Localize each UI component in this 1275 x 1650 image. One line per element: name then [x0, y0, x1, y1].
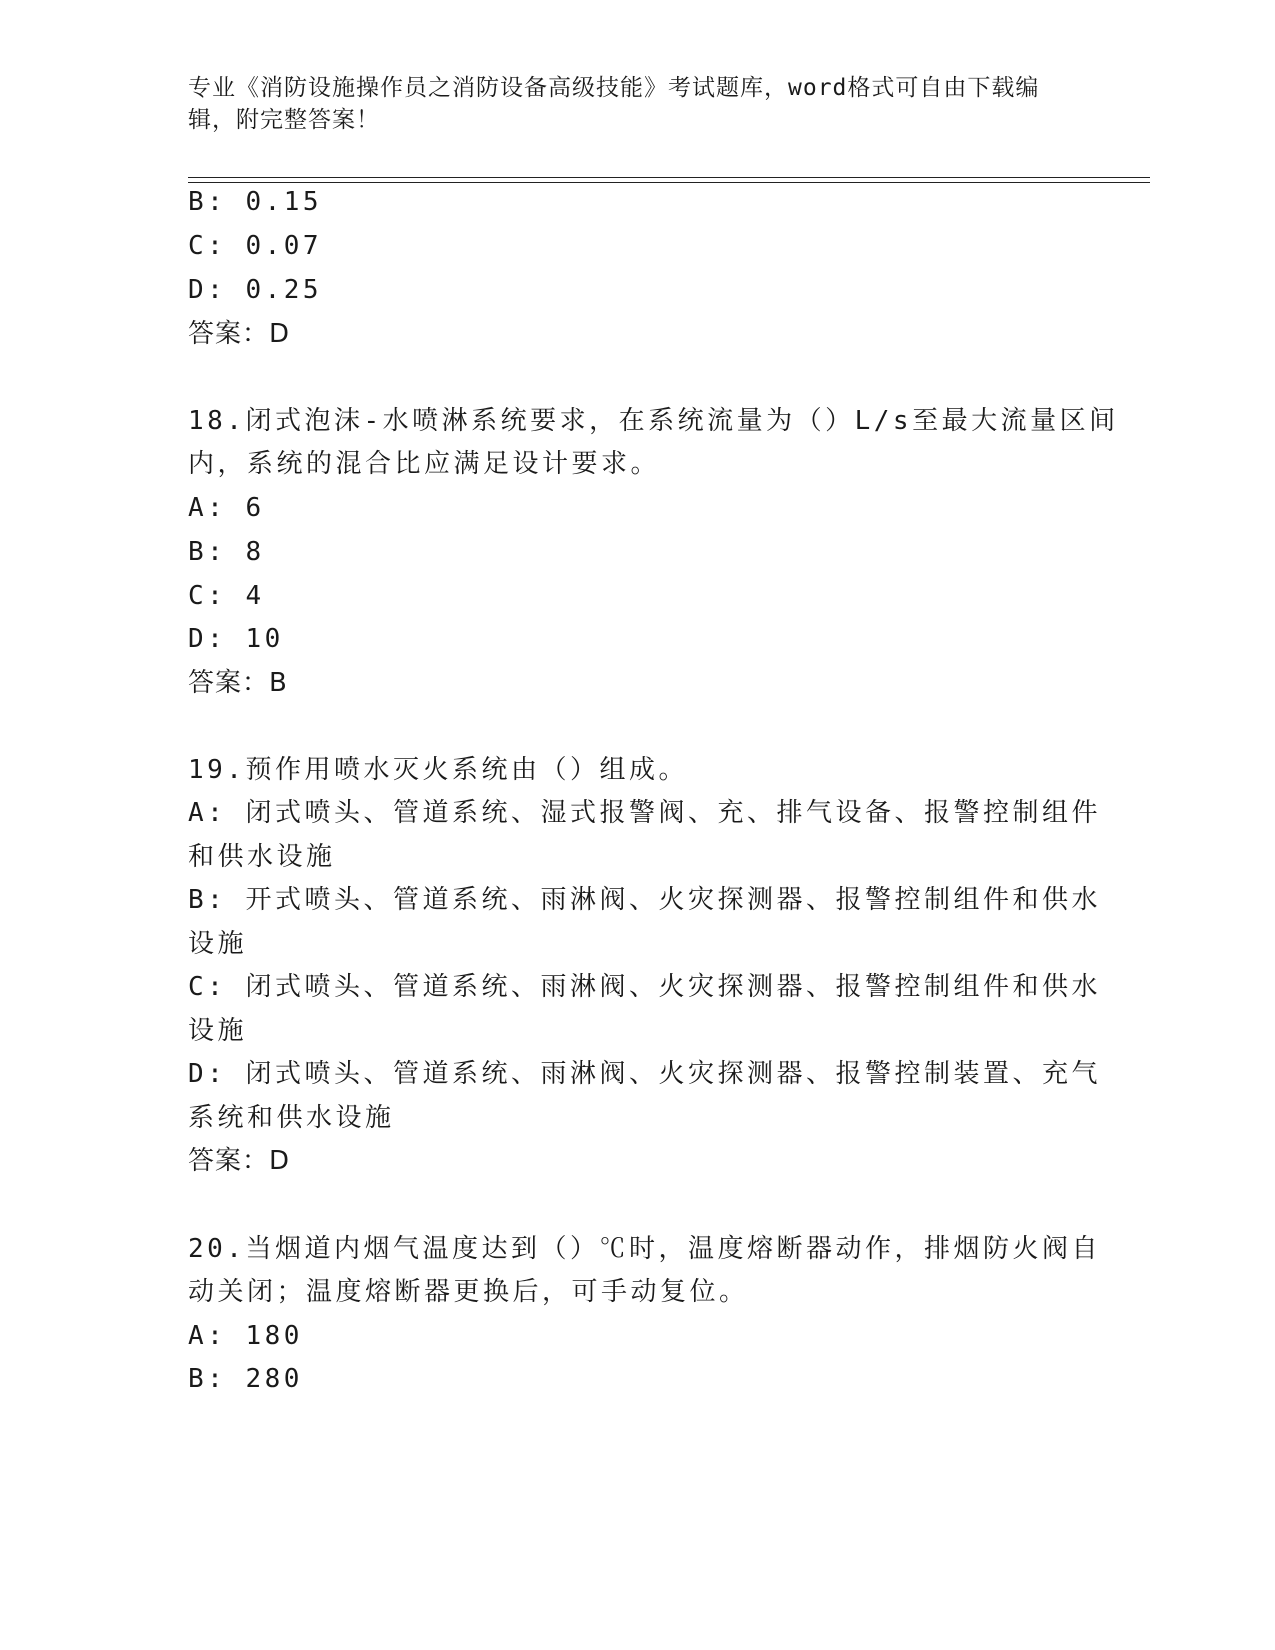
q18-option-a: A: 6	[188, 493, 265, 523]
q19-stem: 19.预作用喷水灭火系统由（）组成。	[188, 755, 688, 785]
prev-option-d: D: 0.25	[188, 275, 323, 305]
q18-option-b: B: 8	[188, 537, 265, 567]
q18-stem-line-2: 内，系统的混合比应满足设计要求。	[188, 449, 661, 479]
q19-option-b-line-2: 设施	[188, 929, 248, 959]
q19-option-c-line-1: C: 闭式喷头、管道系统、雨淋阀、火灾探测器、报警控制组件和供水	[188, 972, 1101, 1002]
page-header	[188, 72, 1088, 136]
q19-option-d-line-2: 系统和供水设施	[188, 1103, 395, 1133]
q18-option-c: C: 4	[188, 581, 265, 611]
q18-option-d: D: 10	[188, 624, 284, 654]
header-line-1: 专业《消防设施操作员之消防设备高级技能》考试题库，word格式可自由下载编	[188, 75, 1040, 101]
q20-option-a: A: 180	[188, 1321, 303, 1351]
q19-option-b-line-1: B: 开式喷头、管道系统、雨淋阀、火灾探测器、报警控制组件和供水	[188, 885, 1101, 915]
q19-option-a-line-2: 和供水设施	[188, 842, 336, 872]
prev-answer: 答案：D	[188, 319, 291, 349]
q18-stem-line-1: 18.闭式泡沫-水喷淋系统要求，在系统流量为（）L/s至最大流量区间	[188, 406, 1119, 436]
prev-option-b: B: 0.15	[188, 187, 323, 217]
q19-option-a-line-1: A: 闭式喷头、管道系统、湿式报警阀、充、排气设备、报警控制组件	[188, 798, 1101, 828]
q19-option-c-line-2: 设施	[188, 1016, 248, 1046]
q20-option-b: B: 280	[188, 1364, 303, 1394]
q18-answer: 答案：B	[188, 668, 288, 698]
q20-stem-line-2: 动关闭；温度熔断器更换后，可手动复位。	[188, 1277, 749, 1307]
q20-stem-line-1: 20.当烟道内烟气温度达到（）℃时，温度熔断器动作，排烟防火阀自	[188, 1234, 1101, 1264]
q19-answer: 答案：D	[188, 1146, 291, 1176]
header-line-2: 辑，附完整答案！	[188, 107, 380, 133]
header-divider-bottom	[188, 182, 1150, 183]
prev-option-c: C: 0.07	[188, 231, 323, 261]
q19-option-d-line-1: D: 闭式喷头、管道系统、雨淋阀、火灾探测器、报警控制装置、充气	[188, 1059, 1101, 1089]
header-divider-top	[188, 177, 1150, 178]
